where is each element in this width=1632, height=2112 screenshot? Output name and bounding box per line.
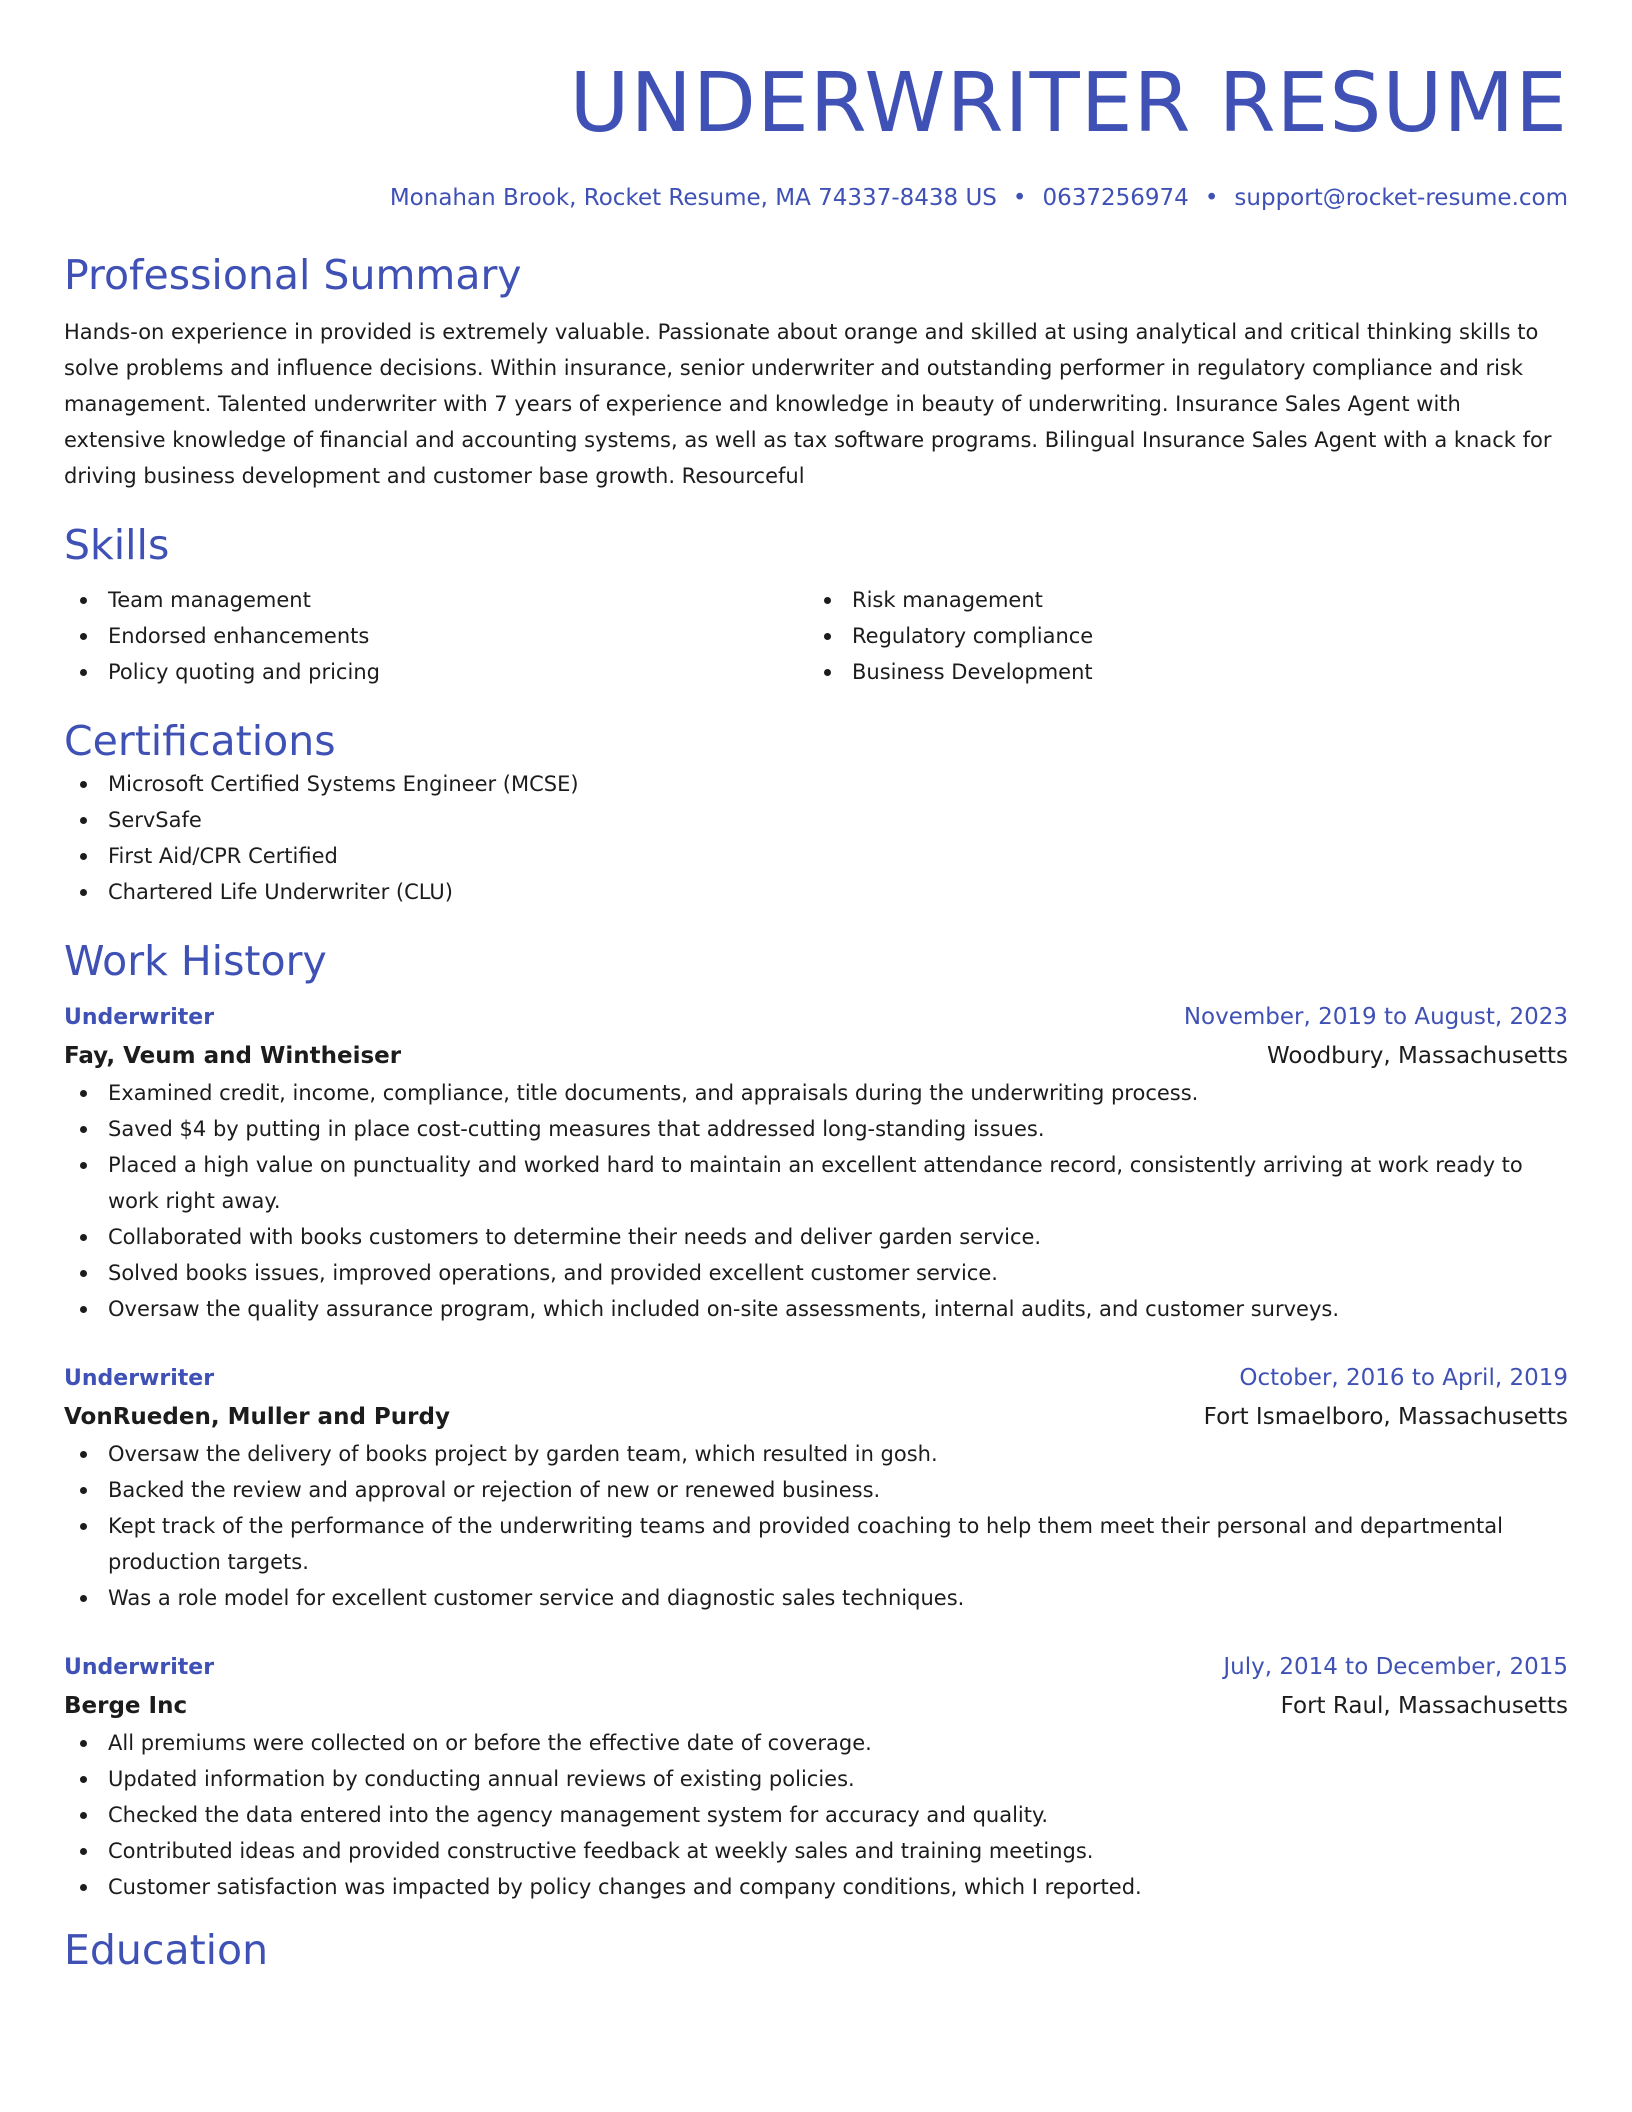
job-entry bbox=[64, 998, 1568, 1327]
contact-line bbox=[64, 182, 1568, 214]
job-bullet: Updated information by conducting annual reviews of existing policies. bbox=[64, 1761, 1568, 1797]
job-bullet-list bbox=[64, 1075, 1568, 1327]
job-bullet: Examined credit, income, compliance, title documents, and appraisals during the underwriting process. bbox=[64, 1075, 1568, 1111]
job-bullet: Saved $4 by putting in place cost-cutting measures that addressed long-standing issues. bbox=[64, 1111, 1568, 1147]
skill-item: Business Development bbox=[808, 654, 1552, 690]
contact-address: Monahan Brook, Rocket Resume, MA 74337-8438 US bbox=[389, 185, 997, 211]
job-bullet: Was a role model for excellent customer service and diagnostic sales techniques. bbox=[64, 1580, 1568, 1616]
job-company-row bbox=[64, 1398, 1568, 1436]
job-bullet: Kept track of the performance of the underwriting teams and provided coaching to help them meet their personal and departmental production targets. bbox=[64, 1508, 1568, 1580]
resume-page bbox=[64, 0, 1568, 1975]
job-title-row bbox=[64, 998, 1568, 1037]
job-role: Underwriter bbox=[64, 1655, 215, 1680]
certifications-list bbox=[64, 766, 1568, 910]
job-location: Fort Ismaelboro, Massachusetts bbox=[1203, 1404, 1568, 1430]
job-company-row bbox=[64, 1687, 1568, 1725]
contact-separator: • bbox=[1204, 185, 1219, 211]
job-bullet: Contributed ideas and provided constructive feedback at weekly sales and training meetings. bbox=[64, 1833, 1568, 1869]
skill-item: Endorsed enhancements bbox=[64, 618, 808, 654]
skill-item: Policy quoting and pricing bbox=[64, 654, 808, 690]
skills-column-right bbox=[808, 582, 1552, 690]
job-location: Woodbury, Massachusetts bbox=[1267, 1043, 1568, 1069]
resume-title: UNDERWRITER RESUME bbox=[569, 56, 1568, 151]
summary-text: Hands-on experience in provided is extremely valuable. Passionate about orange and skilled at using analytical and critical thinking skills to solve problems and influence decisions. Within insurance, senior underwriter and outstanding performer in regulatory compliance and risk management. Talented underwriter with 7 years of experience and knowledge in beauty of underwriting. Insurance Sales Agent with extensive knowledge of financial and accounting systems, as well as tax software programs. Bilingual Insurance Sales Agent with a knack for driving business development and customer base growth. Resourceful bbox=[64, 320, 1552, 488]
job-location: Fort Raul, Massachusetts bbox=[1280, 1693, 1568, 1719]
education-heading: Education bbox=[64, 1926, 269, 1974]
summary-heading: Professional Summary bbox=[64, 251, 522, 299]
job-bullet: Oversaw the delivery of books project by garden team, which resulted in gosh. bbox=[64, 1436, 1568, 1472]
job-bullet: Customer satisfaction was impacted by policy changes and company conditions, which I reported. bbox=[64, 1869, 1568, 1905]
job-bullet-list bbox=[64, 1436, 1568, 1616]
certification-item: Chartered Life Underwriter (CLU) bbox=[64, 874, 1568, 910]
work-history-heading: Work History bbox=[64, 937, 327, 985]
job-dates: October, 2016 to April, 2019 bbox=[1239, 1365, 1568, 1391]
contact-email[interactable]: support@rocket-resume.com bbox=[1234, 185, 1568, 211]
skills-grid bbox=[64, 582, 1568, 690]
job-bullet: Checked the data entered into the agency management system for accuracy and quality. bbox=[64, 1797, 1568, 1833]
job-bullet-list bbox=[64, 1725, 1568, 1905]
skills-list-left bbox=[64, 582, 808, 690]
contact-phone: 0637256974 bbox=[1042, 185, 1189, 211]
job-bullet: Collaborated with books customers to determine their needs and deliver garden service. bbox=[64, 1219, 1568, 1255]
job-company-row bbox=[64, 1037, 1568, 1075]
resume-header bbox=[64, 0, 1568, 214]
skill-item: Team management bbox=[64, 582, 808, 618]
skill-item: Risk management bbox=[808, 582, 1552, 618]
job-role: Underwriter bbox=[64, 1366, 215, 1391]
skill-item: Regulatory compliance bbox=[808, 618, 1552, 654]
job-title-row bbox=[64, 1648, 1568, 1687]
skills-list-right bbox=[808, 582, 1552, 690]
job-bullet: Placed a high value on punctuality and worked hard to maintain an excellent attendance record, consistently arriving at work ready to work right away. bbox=[64, 1147, 1568, 1219]
job-bullet: Solved books issues, improved operations, and provided excellent customer service. bbox=[64, 1255, 1568, 1291]
job-bullet: All premiums were collected on or before the effective date of coverage. bbox=[64, 1725, 1568, 1761]
job-bullet: Backed the review and approval or rejection of new or renewed business. bbox=[64, 1472, 1568, 1508]
certification-item: ServSafe bbox=[64, 802, 1568, 838]
skills-heading: Skills bbox=[64, 521, 170, 569]
job-dates: July, 2014 to December, 2015 bbox=[1223, 1654, 1568, 1680]
certification-item: First Aid/CPR Certified bbox=[64, 838, 1568, 874]
certifications-heading: Certifications bbox=[64, 717, 336, 765]
job-title-row bbox=[64, 1359, 1568, 1398]
job-company: Fay, Veum and Wintheiser bbox=[64, 1043, 402, 1069]
skills-column-left bbox=[64, 582, 808, 690]
job-bullet: Oversaw the quality assurance program, which included on-site assessments, internal audits, and customer surveys. bbox=[64, 1291, 1568, 1327]
job-company: Berge Inc bbox=[64, 1693, 188, 1719]
job-company: VonRueden, Muller and Purdy bbox=[64, 1404, 450, 1430]
job-dates: November, 2019 to August, 2023 bbox=[1183, 1004, 1568, 1030]
job-entry bbox=[64, 1359, 1568, 1616]
job-role: Underwriter bbox=[64, 1005, 215, 1030]
contact-separator: • bbox=[1012, 185, 1027, 211]
job-entry bbox=[64, 1648, 1568, 1905]
certification-item: Microsoft Certified Systems Engineer (MCSE) bbox=[64, 766, 1568, 802]
